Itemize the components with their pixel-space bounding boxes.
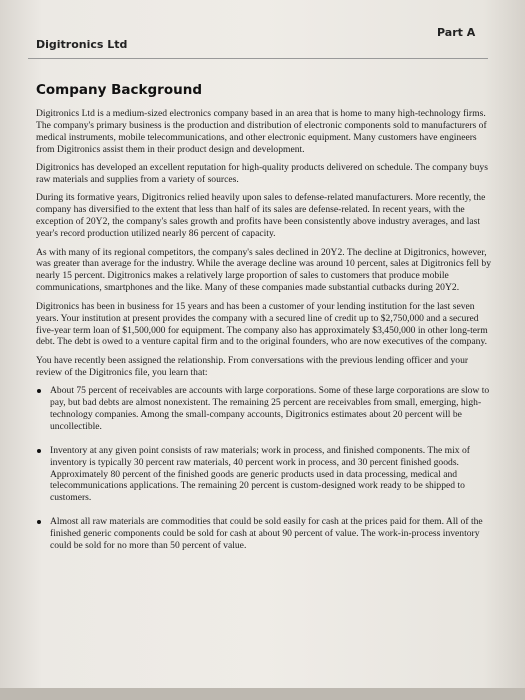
- bullet-text: Almost all raw materials are commodities that could be sold easily for cash at the prices paid for them. All of the finished generic components could be sold for cash at about 90 percent of value. The work-in-process inventory could be sold for no more than 50 percent of value.: [50, 516, 483, 552]
- bullet-list: [36, 385, 492, 552]
- paragraph: As with many of its regional competitors, the company's sales declined in 20Y2. The decline at Digitronics, however, was greater than average for the industry. While the average decline was around 10 percent, sales at Digitronics fell by nearly 15 percent. Digitronics makes a relatively large proportion of sales to customers that produce mobile communications, smartphones and the like. Many of these companies made substantial cutbacks during 20Y2.: [36, 246, 491, 294]
- bullet-item: [36, 516, 492, 552]
- page-bottom-edge: [0, 688, 525, 700]
- bullet-item: [36, 445, 492, 505]
- paragraph: You have recently been assigned the relationship. From conversations with the previous lending officer and your review of the Digitronics file, you learn that:: [36, 354, 469, 378]
- paragraph: Digitronics Ltd is a medium-sized electronics company based in an area that is home to many high-technology firms. The company's primary business is the production and distribution of electronic components sold to manufacturers of medical instruments, mobile telecommunications, and other electronic equipment. Many customers have engineers from Digitronics assist them in their product design and development.: [36, 108, 487, 155]
- paragraph: Digitronics has been in business for 15 years and has been a customer of your lending institution for the last seven years. Your institution at present provides the company with a secured line of credit up to $2,750,000 and a secured five-year term loan of $1,500,000 for equipment. The company also has approximately $3,450,000 in other long-term debt. The debt is owed to a venture capital firm and to the original founders, who are now executives of the company.: [36, 300, 488, 348]
- paragraph: During its formative years, Digitronics relied heavily upon sales to defense-related manufacturers. More recently, the company has diversified to the extent that less than half of its sales are defense-related. In recent years, with the exception of 20Y2, the company's sales growth and profits have been consistently above industry averages, and last year's record production utilized nearly 86 percent of capacity.: [36, 192, 486, 240]
- bullet-icon: [37, 520, 41, 524]
- bullet-icon: [37, 389, 41, 393]
- bullet-text: About 75 percent of receivables are accounts with large corporations. Some of these large corporations are slow to pay, but bad debts are almost nonexistent. The remaining 25 percent are receivables from small, emerging, high-technology companies. Among the small-company accounts, Digitronics estimates about 20 percent will be uncollectible.: [50, 385, 490, 432]
- bullet-text: Inventory at any given point consists of raw materials; work in process, and finished components. The mix of inventory is typically 30 percent raw materials, 40 percent work in process, and 30 percent finished goods. Approximately 80 percent of the finished goods are generic products used in data processing, medical and telecommunications applications. The remaining 20 percent is custom-designed work ready to be shipped to customers.: [50, 444, 470, 504]
- section-title: Company Background: [36, 82, 202, 98]
- company-name: Digitronics Ltd: [36, 38, 128, 51]
- bullet-icon: [37, 449, 41, 453]
- bullet-item: [36, 385, 492, 433]
- paragraph: Digitronics has developed an excellent reputation for high-quality products delivered on schedule. The company buys raw materials and supplies from a variety of sources.: [36, 162, 488, 186]
- part-label: Part A: [437, 26, 476, 39]
- body-text: [36, 108, 492, 564]
